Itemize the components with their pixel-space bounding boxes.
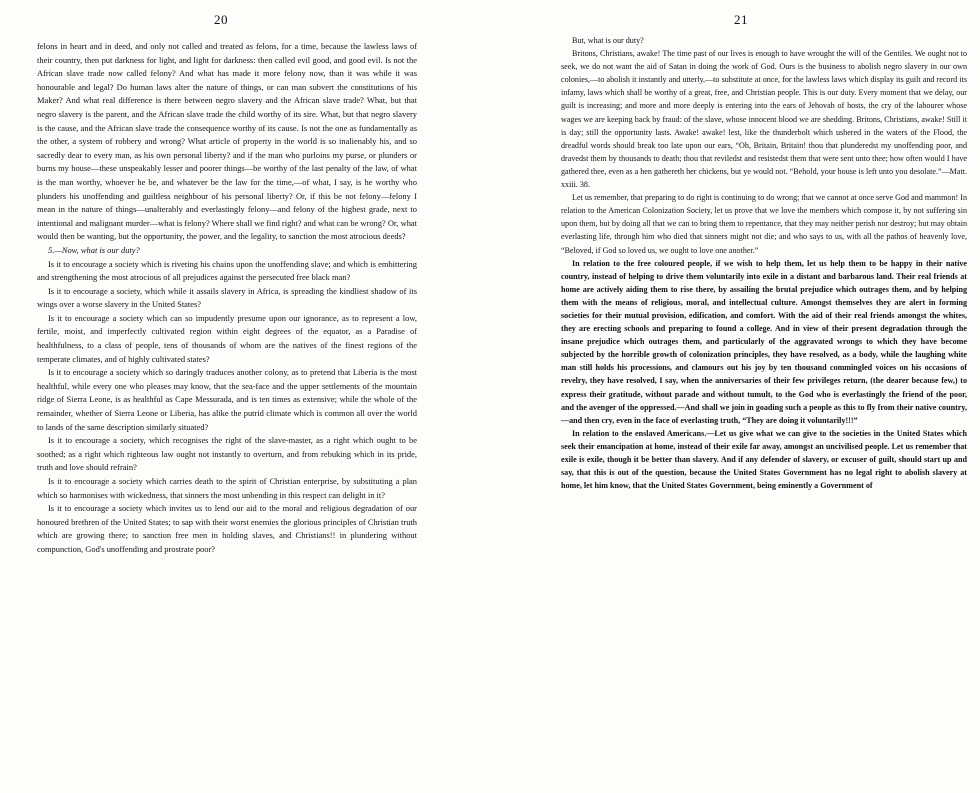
paragraph: Is it to encourage a society which so daringly traduces another colony, as to pretend that Liberia is the most healthful, while every one who pleases may know, that the sea-face and the upper settlements of the mountain ridge of Sierra Leone, is as healthful as Cape Messurada, and is ten times as extensive; while the whole of the remainder, whether of Sierra Leone or Liberia, has alike the putrid climate which is common all over the world to lands of the same description similarly situated?: [37, 367, 417, 432]
right-page: [490, 0, 980, 793]
paragraph: felons in heart and in deed, and only not called and treated as felons, for a time, because the lawless laws of their country, then put darkness for light, and light for darkness: then called evil good, and good evil. Is not the African slave trade now called felony? And what has made it more felony now, than it was while it was honourable and legal? Do human laws alter the nature of things, or can man subvert the constitutions of his Maker? And what real difference is there between negro slavery and the African slave trade? What, but that negro slavery is the parent, and the African slave trade the child worthy of its sire. What, but that negro slavery is the cause, and the African slave trade the consequence worthy of its cause. Is not the one as fundamentally as the other, a system of robbery and wrong? What article of property in the world is so inalienably his, and so sacredly dear to every man, as his own personal liberty? and if the man who purloins my purse, or plunders or burns my house—these unspeakably lesser and poorer things—be worthy of the last penalty of the law, of what is the man worthy, whoever he be, and whatever be the law for the time,—of what, I say, is he worthy who plunders his unoffending and guiltless neighbour of his personal liberty? Or, if this be not felony—felony I mean in the nature of things—unalterably and everlastingly felony—and felony of the highest grade, next to intentional and malignant murder—what is felony? Where shall we find right? and what can be wrong? Or, what would then be wanting, but the opportunity, the power, and the legality, to sanction the most atrocious deeds?: [37, 41, 418, 242]
paragraph: Is it to encourage a society, which while it assails slavery in Africa, is spreading the kindliest shadow of its wings over a worse slavery in the United States?: [37, 285, 417, 310]
page-number-right: 21: [734, 12, 748, 27]
left-text-column: [37, 40, 417, 557]
paragraph: Britons, Christians, awake! The time past of our lives is enough to have wrought the will of the Gentiles. We ought not to seek, we do not want the aid of Satan in doing the work of God. Ours is the business to abolish negro slavery in our own colonies,—to abolish it instantly and utterly,—to substitute at once, for the lawless laws which display its guilt and record its infamy, laws which shall be worthy of a great, free, and Christian people. This is our duty. Every moment that we delay, our guilt is increasing; and more and more deeply is entering into the ears of Jehovah of hosts, the cry of the labourer whose wages we are keeping back by fraud: of the slave, whose innocent blood we are shedding. Britons, Christians, awake! Still it is day; still the opportunity lasts. Awake! awake! lest, like the thunderbolt which ushered in the waters of the Flood, the dreadful words should break too late upon our ears, “Oh, Britain, Britain! thou that plunderedst my unoffending poor, and dravedst them by thousands to death; thou that reviledst and resistedst them that were sent unto thee; how often would I have gathered thee, even as a hen gathereth her chickens, but ye would not. “Behold, your house is left unto you desolate.”—Matt. xxiii. 38.: [561, 49, 967, 190]
paragraph: In relation to the free coloured people, if we wish to help them, let us help them to be happy in their native country, instead of helping to drive them voluntarily into exile in a distant and barbarous land. Their real friends at home are actively aiding them to rise there, by assailing the brutal prejudice which outrages them, and by helping them with the means of religious, moral, and intellectual culture. Amongst themselves they are alert in forming societies for their mutual provision, edification, and comfort. With the aid of their real friends amongst the whites, they are erecting schools and preparing to found a college. And in view of their present degradation through the insane prejudice which outrages them, and particularly of the aggravated wrongs to which they have become subjected by the horrible growth of colonization principles, they have resolved, as a body, while the laughing white man still holds his processions, and clamours out his joy by ten thousand commingled voices on his occasions of revelry, they have resolved, I say, when the anniversaries of their few privileges return, (the dearer because few,) to express their gratitude, without parade and without tumult, to the God who is everlastingly the friend of the poor, and the avenger of the oppressed.—And shall we join in goading such a people as this to fly from their native country,—and then cry, even in the face of everlasting truth, “They are doing it voluntarily!!!”: [561, 258, 967, 425]
paragraph: Is it to encourage a society which is riveting his chains upon the unoffending slave; and which is embittering and strengthening the most atrocious of all prejudices against the persecuted free black man?: [37, 258, 417, 283]
paragraph: Is it to encourage a society which carries death to the spirit of Christian enterprise, by substituting a plan which so harmonises with wickedness, that sinners the most unbending in this respect can delight in it?: [37, 476, 417, 500]
right-text-column: [561, 34, 967, 492]
paragraph: Is it to encourage a society, which recognises the right of the slave-master, as a right which ought to be soothed; as a right which righteous law ought not instantly to overturn, and from rebuking which in its pride, truth and love should refrain?: [37, 435, 417, 473]
paragraph: In relation to the enslaved Americans.—Let us give what we can give to the societies in the United States which seek their emancipation at home, instead of their exile far away, amongst an uncivilised people. Let us remember that exile is exile, though it be better than slavery. And if any defender of slavery, or excuser of guilt, should start up and say, that this is out of the question, because the United States Government has no legal right to abolish slavery at home, let him know, that the United States Government, being eminently a Government of: [561, 428, 967, 491]
paragraph: Is it to encourage a society which invites us to lend our aid to the moral and religious degradation of our honoured brethren of the United States; to sap with their worst enemies the glorious principles of Christian truth which are growing there; to sanction free men in holding slaves, and Christians!! in plundering without compunction, God's unoffending and prostrate poor?: [37, 503, 417, 554]
paragraph: Is it to encourage a society which can so impudently presume upon our ignorance, as to represent a low, fertile, moist, and imperfectly cultivated region within eight degrees of the equator, as a Paradise of healthfulness, to a class of people, tens of thousands of whom are the natives of the finest regions of the temperate climates, and of highly cultivated states?: [37, 312, 417, 364]
section-heading: 5.—Now, what is our duty?: [48, 244, 140, 255]
page-number-left: 20: [214, 12, 228, 27]
paragraph: Let us remember, that preparing to do right is continuing to do wrong; that we cannot at once serve God and mammon! In relation to the American Colonization Society, let us prove that we love the members which compose it, by not suffering sin upon them, but by doing all that we can to bring them to repentance, that they may neither perish nor destroy; but may obtain everlasting life, through him who died that sinners might not die; and who says to us, with all the pathos of heavenly love, “Beloved, if God so loved us, we ought to love one another.”: [561, 193, 967, 255]
paragraph: But, what is our duty?: [572, 36, 644, 45]
